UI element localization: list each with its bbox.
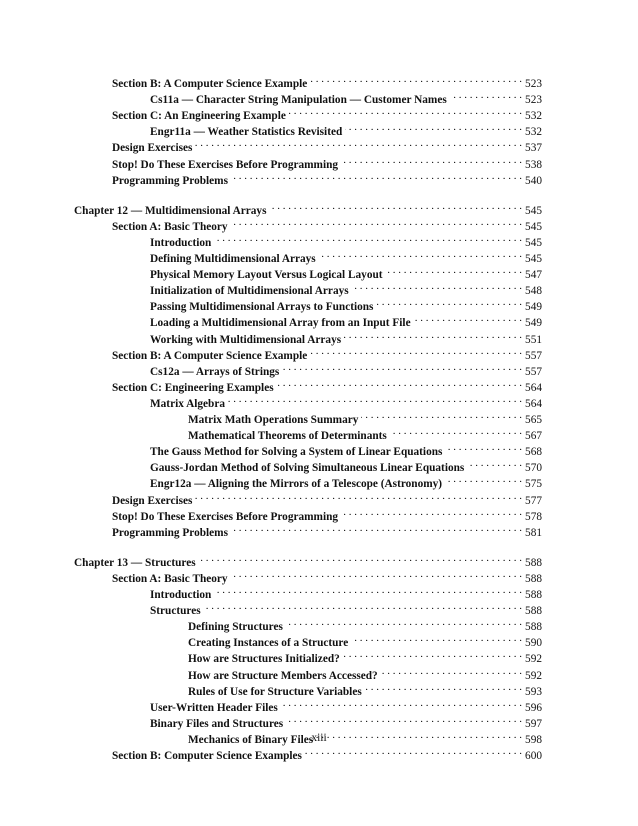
toc-entry [74,279,542,298]
toc-entry-page: 570 [525,462,542,475]
toc-entry [74,360,542,378]
toc-entry-page: 568 [525,446,542,459]
toc-entry [74,489,542,507]
toc-entry [74,311,542,330]
toc-entry-page: 565 [525,414,542,426]
toc-entry [74,263,542,282]
toc-entry [74,295,542,314]
dot-leader [467,456,522,471]
toc-entry-title: Loading a Multidimensional Array from an Input File [150,317,411,330]
toc-entry [74,328,542,346]
toc-entry [74,583,542,601]
toc-entry [74,408,542,426]
toc-entry-page: 532 [525,110,542,123]
toc-entry-page: 549 [525,301,542,314]
toc-entry-title: Stop! Do These Exercises Before Programming [112,158,339,171]
toc-entry [74,72,542,90]
toc-entry-page: 567 [525,430,542,443]
dot-leader [310,344,522,359]
toc-entry-page: 545 [525,204,542,217]
toc-entry-page: 557 [525,365,542,378]
toc-entry-page: 588 [525,556,542,569]
toc-chapter-entry [74,551,542,569]
toc-entry [74,344,542,362]
toc-entry-title: Gauss-Jordan Method of Solving Simultaneous Linear Equations [150,462,465,475]
toc-entry-page: 590 [525,637,542,650]
toc-entry-page: 557 [525,349,542,362]
toc-entry-title: Programming Problems [112,174,228,187]
toc-entry-title: Mathematical Theorems of Determinants [188,430,387,443]
toc-entry [74,169,542,187]
dot-leader [341,505,522,520]
toc-entry-title: Defining Multidimensional Arrays [150,253,316,265]
toc-entry-title: Matrix Algebra [150,397,225,410]
toc-entry [74,696,542,714]
dot-leader [351,631,522,646]
dot-leader [450,88,522,103]
dot-leader [214,231,522,246]
dot-leader [231,521,522,536]
toc-entry-page: 545 [525,220,542,233]
toc-entry-page: 540 [525,174,542,187]
dot-leader [319,247,522,262]
toc-entry-title: Creating Instances of a Structure [188,637,349,650]
toc-entry-title: Engr12a — Aligning the Mirrors of a Telescope (Astronomy) [150,478,443,491]
toc-entry-page: 588 [525,572,542,585]
dot-leader [343,647,522,662]
toc-entry [74,104,542,123]
toc-entry [74,153,542,171]
dot-leader [231,169,522,184]
dot-leader [361,408,522,423]
toc-entry-title: Chapter 13 — Structures [74,556,196,569]
dot-leader [282,360,522,375]
toc-entry-page: 523 [525,78,542,90]
toc-entry-title: Binary Files and Structures [150,717,284,730]
toc-entry [74,247,542,265]
toc-entry-page: 545 [525,253,542,265]
toc-entry-page: 532 [525,126,542,139]
toc-entry [74,664,542,682]
toc-entry-page: 564 [525,397,542,410]
toc-entry-title: How are Structures Initialized? [188,653,340,666]
toc-entry-page: 575 [525,478,542,491]
toc-entry-title: Design Exercises [112,142,193,155]
toc-entry-page: 588 [525,589,542,601]
toc-entry-page: 564 [525,381,542,394]
dot-leader [390,424,522,439]
toc-entry [74,424,542,443]
toc-entry-page: 588 [525,605,542,618]
toc-entry-title: Engr11a — Weather Statistics Revisited [150,126,343,139]
toc-entry-title: Section A: Basic Theory [112,220,228,233]
toc-entry-title: Cs12a — Arrays of Strings [150,365,280,378]
toc-entry-page: 597 [525,717,542,730]
dot-leader [269,199,522,214]
toc-entry-page: 548 [525,285,542,298]
dot-leader [445,472,522,487]
toc-entry-title: Matrix Math Operations Summary [188,414,359,426]
toc-entry-title: Section B: A Computer Science Example [112,349,308,362]
toc-entry-title: Working with Multidimensional Arrays [150,333,342,346]
toc-entry-page: 593 [525,685,542,698]
dot-leader [414,311,522,326]
toc-entry-page: 598 [525,733,542,746]
dot-leader [214,583,522,598]
toc-entry-title: Stop! Do These Exercises Before Programming [112,510,339,523]
dot-leader [310,72,522,87]
dot-leader [289,104,522,119]
dot-leader [231,567,522,582]
toc-entry-title: User-Written Header Files [150,701,278,714]
toc-entry [74,712,542,730]
toc-entry-page: 537 [525,142,542,155]
toc-entry-page: 523 [525,94,542,107]
toc-entry-page: 538 [525,158,542,171]
toc-entry [74,456,542,475]
toc-entry [74,231,542,249]
toc-entry-page: 547 [525,269,542,282]
toc-entry [74,647,542,666]
toc-entry-title: Programming Problems [112,526,228,539]
toc-entry-title: Section C: Engineering Examples [112,381,274,394]
toc-entry [74,392,542,410]
toc-entry-title: How are Structure Members Accessed? [188,669,378,682]
toc-entry-title: The Gauss Method for Solving a System of Linear Equations [150,446,443,459]
toc-entry-page: 588 [525,621,542,634]
toc-entry [74,567,542,585]
toc-entry [74,521,542,539]
dot-leader [365,680,522,695]
dot-leader [195,136,522,151]
dot-leader [228,392,522,407]
toc-entry [74,680,542,698]
toc-entry-title: Introduction [150,236,212,249]
dot-leader [231,215,522,230]
toc-entry [74,376,542,394]
toc-entry-title: Passing Multidimensional Arrays to Functions [150,301,374,314]
toc-entry-page: 549 [525,317,542,330]
toc-entry [74,88,542,107]
toc-entry [74,744,542,762]
toc-entry [74,472,542,491]
toc-entry-title: Physical Memory Layout Versus Logical Layout [150,269,383,282]
dot-leader [277,376,522,391]
toc-entry [74,599,542,618]
toc-entry [74,631,542,650]
toc-entry [74,215,542,233]
toc-entry [74,440,542,459]
dot-leader [286,615,522,630]
dot-leader [281,696,522,711]
dot-leader [204,599,522,614]
toc-entry [74,615,542,634]
dot-leader [341,153,522,168]
toc-entry-page: 551 [525,333,542,346]
toc-chapter-entry [74,199,542,217]
page-number: xiii [311,732,327,744]
toc-entry [74,136,542,155]
toc-entry-page: 578 [525,510,542,523]
toc-entry-page: 596 [525,701,542,714]
toc-entry-title: Design Exercises [112,494,193,507]
toc-entry-page: 600 [525,750,542,762]
toc-entry-title: Structures [150,605,201,618]
dot-leader [386,263,523,278]
dot-leader [199,551,522,566]
toc-entry-title: Section C: An Engineering Example [112,110,286,123]
toc-entry-title: Defining Structures [188,621,283,634]
dot-leader [445,440,522,455]
dot-leader [345,120,522,135]
toc-entry-page: 592 [525,669,542,682]
dot-leader [286,712,522,727]
toc-entry-title: Section B: Computer Science Examples [112,750,302,762]
toc-entry-title: Initialization of Multidimensional Arrays [150,285,349,298]
toc-entry-title: Cs11a — Character String Manipulation — Customer Names [150,94,447,107]
dot-leader [352,279,522,294]
dot-leader [381,664,522,679]
toc-entry-page: 577 [525,494,542,507]
toc-entry [74,120,542,139]
toc-entry-page: 545 [525,236,542,249]
toc-entry-title: Mechanics of Binary Files [188,733,314,746]
toc-entry-title: Chapter 12 — Multidimensional Arrays [74,204,267,217]
dot-leader [195,489,522,504]
toc-entry-title: Section B: A Computer Science Example [112,78,308,90]
toc-entry-title: Introduction [150,589,212,601]
toc-entry-title: Rules of Use for Structure Variables [188,685,362,698]
toc-entry [74,505,542,523]
dot-leader [344,328,522,343]
toc-entry-page: 581 [525,526,542,539]
toc-entry-page: 592 [525,653,542,666]
toc-entry-title: Section A: Basic Theory [112,572,228,585]
dot-leader [305,744,522,759]
dot-leader [376,295,522,310]
